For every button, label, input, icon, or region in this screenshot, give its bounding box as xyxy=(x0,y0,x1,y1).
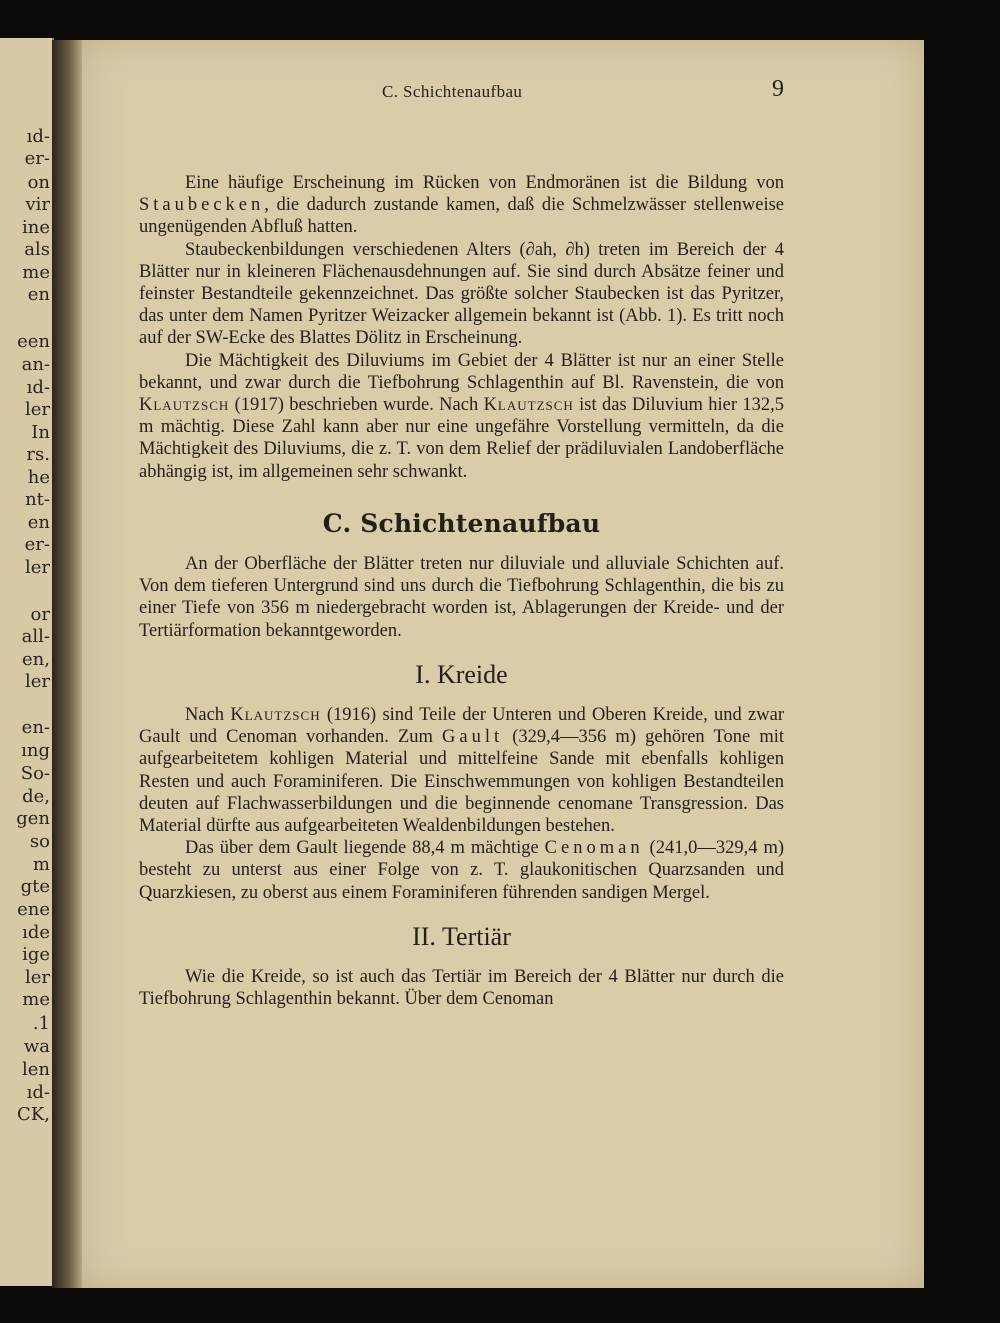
paragraph-staubeckenbildungen: Staubeckenbildungen verschiedenen Alters (∂ah, ∂h) treten im Bereich der 4 Blätter nur in kleineren Flächenausdehnungen auf. Sie sind durch Absätze feiner und feinster Bestandteile gekennzeichnet. Das größte solcher Staubecken ist das Pyritzer, das unter dem Namen Pyritzer Weizacker allgemein bekannt ist (Abb. 1). Es tritt noch auf der SW-Ecke des Blattes Dölitz in Erscheinung. xyxy=(139,239,784,349)
running-title: C. Schichtenaufbau xyxy=(382,82,523,101)
facing-page-fragment: .1 xyxy=(32,1013,50,1034)
text-run: , die dadurch zustande kamen, daß die Schmelzwässer stellenweise ungenügenden Abfluß hatten. xyxy=(139,195,784,238)
paragraph-oberflaeche: An der Oberfläche der Blätter treten nur diluviale und alluviale Schichten auf. Von dem tieferen Untergrund sind uns durch die Tiefbohrung Schlagenthin, die bis zu einer Tiefe von 356 m niedergebracht worden ist, Ablagerungen der Kreide- und der Tertiärformation bekanntgeworden. xyxy=(139,554,784,641)
facing-page-fragment: nt- xyxy=(25,489,50,510)
facing-page-edge xyxy=(0,38,54,1286)
facing-page-fragment: gen xyxy=(16,808,50,829)
facing-page-fragment: he xyxy=(27,467,50,488)
paragraph-kreide xyxy=(139,704,784,837)
facing-page-fragment: rs. xyxy=(26,444,50,465)
facing-page-fragment: en- xyxy=(21,717,50,738)
paragraph-cenoman xyxy=(139,837,784,904)
facing-page-fragment: en xyxy=(27,284,50,305)
text-run: Nach xyxy=(185,705,231,726)
text-run: Das über dem Gault liegende 88,4 m mächtige xyxy=(185,838,545,859)
facing-page-fragment: all- xyxy=(21,626,50,647)
facing-page-fragment: de, xyxy=(22,786,50,807)
facing-page-fragment: ine xyxy=(21,217,50,238)
facing-page-fragment: me xyxy=(22,262,50,283)
facing-page-fragment: me xyxy=(22,989,50,1010)
facing-page-fragment: als xyxy=(24,239,50,260)
facing-page-fragment: ler xyxy=(24,671,50,692)
facing-page-fragment: len xyxy=(21,1059,50,1080)
subsection-heading-tertiaer: II. Tertiär xyxy=(412,921,511,951)
facing-page-fragment: ige xyxy=(22,944,50,965)
spaced-term: Gault xyxy=(442,727,504,748)
author-name: Klautzsch xyxy=(483,395,574,416)
facing-page-fragment: or xyxy=(30,604,50,625)
text-run: (329,4—356 m) gehören Tone mit aufgearbeitetem kohligen Material und mittelfeine Sande mit ebenfalls kohligen Resten und auch Foraminiferen. Die Einschwemmungen von kohligen Bestandteilen deuten auf Flachwasserbildungen und die beginnende cenomane Transgression. Das Material dürfte aus aufgearbeiteten Wealdenbildungen bestehen. xyxy=(139,727,784,837)
paragraph-maechtigkeit xyxy=(139,350,784,483)
facing-page-fragment: er- xyxy=(24,148,50,169)
facing-page-fragment: So- xyxy=(20,763,50,784)
paragraph-tertiaer: Wie die Kreide, so ist auch das Tertiär im Bereich der 4 Blätter nur durch die Tiefbohrung Schlagenthin bekannt. Über dem Cenoman xyxy=(139,967,784,1010)
page-number: 9 xyxy=(772,76,784,102)
facing-page-fragment: ler xyxy=(24,399,50,420)
spaced-term: Cenoman xyxy=(544,838,644,859)
facing-page-fragment: en xyxy=(27,512,50,533)
text-run: ist das Diluvium hier 132,5 m mächtig. Diese Zahl kann aber nur eine ungefähre Vorstellung vermitteln, da die Mächtigkeit des Diluviums, die z. T. von dem Relief der prädiluvialen Landoberfläche abhängig ist, im allgemeinen sehr schwankt. xyxy=(139,395,785,482)
facing-page-fragment: er- xyxy=(24,534,50,555)
author-name: Klautzsch xyxy=(230,705,321,726)
facing-page-fragment: In xyxy=(31,422,50,443)
text-run: (241,0—329,4 m) besteht zu unterst aus einer Folge von z. T. glaukonitischen Quarzsanden und Quarzkiesen, zu oberst aus einem Foraminiferen führenden sandigen Mergel. xyxy=(139,838,784,903)
facing-page-fragment: ıde xyxy=(22,922,50,943)
facing-page-fragment: on xyxy=(27,172,50,193)
facing-page-fragment: ler xyxy=(24,557,50,578)
text-run: (1917) beschrieben wurde. Nach xyxy=(229,395,484,416)
book-gutter xyxy=(52,40,82,1288)
text-run: Die Mächtigkeit des Diluviums im Gebiet der 4 Blätter ist nur an einer Stelle bekannt, und zwar durch die Tiefbohrung Schlagenthin auf Bl. Ravenstein, die von xyxy=(139,350,784,393)
subsection-heading-kreide: I. Kreide xyxy=(415,659,508,689)
facing-page-fragment: ler xyxy=(24,967,50,988)
facing-page-fragment: ene xyxy=(17,899,50,920)
facing-page-fragment: en, xyxy=(22,649,50,670)
facing-page-fragment: vir xyxy=(25,194,50,215)
paragraph-staubecken xyxy=(139,172,784,239)
text-run: Eine häufige Erscheinung im Rücken von Endmoränen ist die Bildung von xyxy=(185,173,784,193)
facing-page-fragment: een xyxy=(17,331,50,352)
facing-page-fragment: ıd- xyxy=(26,126,50,147)
facing-page-fragment: an- xyxy=(21,354,50,375)
facing-page-fragment: so xyxy=(29,831,50,852)
facing-page-fragment: gte xyxy=(20,876,50,897)
facing-page-fragment: ıd- xyxy=(26,377,50,398)
spaced-term: Staubecken xyxy=(139,195,265,216)
facing-page-fragment: wa xyxy=(23,1036,50,1057)
facing-page-fragment: ıng xyxy=(21,740,50,761)
facing-page-fragment: ıd- xyxy=(26,1082,50,1103)
facing-page-fragment: CK, xyxy=(17,1104,50,1125)
author-name: Klautzsch xyxy=(139,395,230,416)
page-body xyxy=(139,172,784,1011)
text-run: (1916) sind Teile der Unteren und Oberen Kreide, und zwar Gault und Cenoman vorhanden. Zum xyxy=(139,705,784,748)
facing-page-fragment: m xyxy=(32,854,50,875)
section-heading: C. Schichtenaufbau xyxy=(322,508,601,538)
